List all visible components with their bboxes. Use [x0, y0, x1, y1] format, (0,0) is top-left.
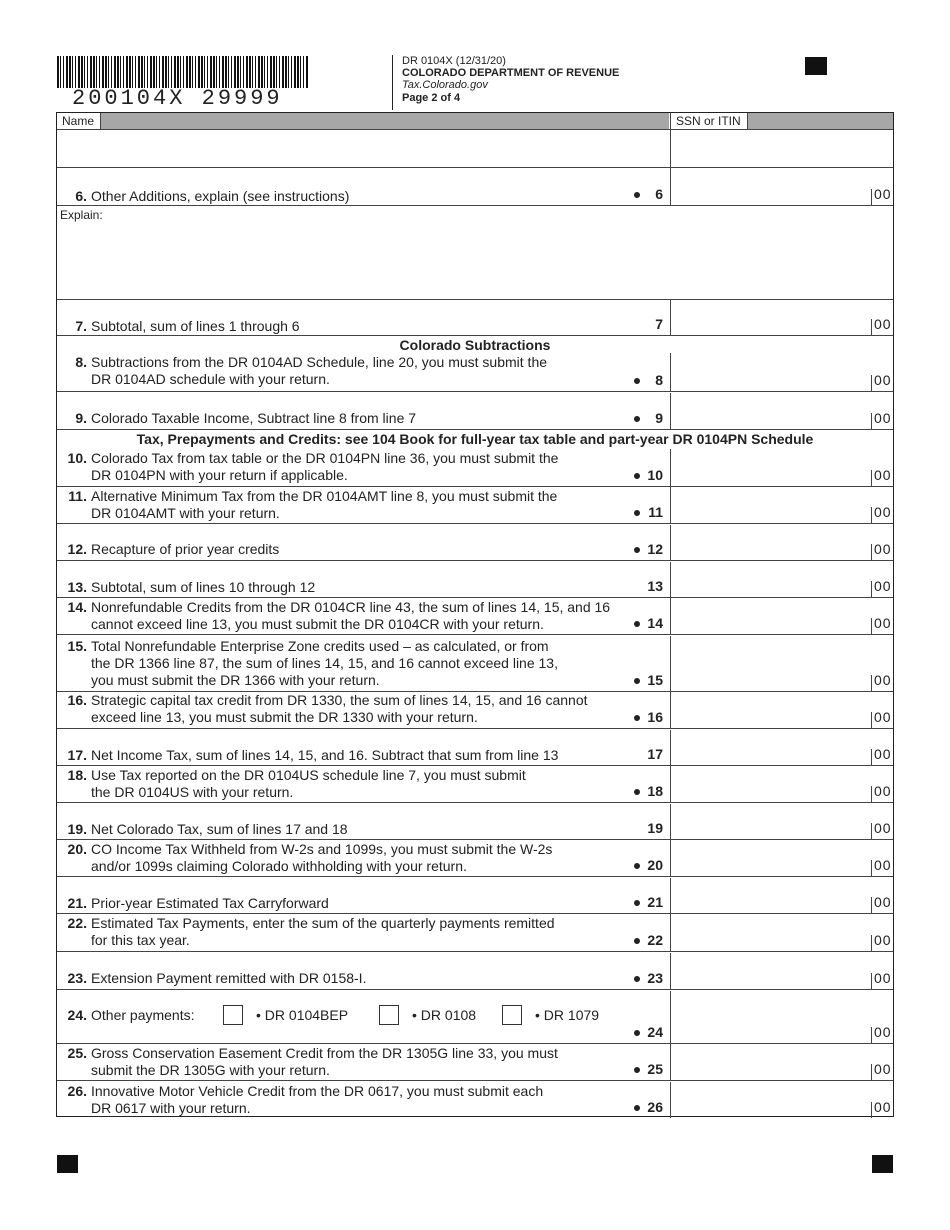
line-19-box-label: 19 [647, 820, 663, 836]
line-26-cents: 00 [874, 1099, 892, 1115]
explain-label: Explain: [60, 208, 103, 222]
line-8-text1: Subtractions from the DR 0104AD Schedule, line 20, you must submit the [91, 354, 548, 370]
line-18-box-label: 18 [647, 783, 663, 799]
section-tax-prepayments: Tax, Prepayments and Credits: see 104 Book for full-year tax table and part-year DR 0104PN Schedule [136, 431, 814, 447]
line-19-amount-input[interactable] [671, 805, 871, 839]
line-21-cents: 00 [874, 894, 892, 910]
line-20-number: 20. [67, 841, 87, 857]
line-24-text1: Other payments: [91, 1007, 195, 1023]
line-14-cents: 00 [874, 615, 892, 631]
line-11-text2: DR 0104AMT with your return. [91, 505, 280, 521]
line-23-box-label: 23 [647, 970, 663, 986]
line-6-cents: 00 [874, 186, 892, 202]
line-26-bullet-icon [634, 1105, 640, 1111]
line-14-number: 14. [67, 599, 87, 615]
line-14-amount-input[interactable] [671, 599, 871, 634]
line-15-text2: the DR 1366 line 87, the sum of lines 14, 15, and 16 cannot exceed line 13, [91, 655, 558, 671]
line-16-amount-input[interactable] [671, 692, 871, 728]
registration-mark-top [805, 57, 827, 75]
line-18-amount-input[interactable] [671, 767, 871, 802]
line-7-amount-input[interactable] [671, 300, 871, 335]
line-19-number: 19. [67, 821, 87, 837]
line-10-cents: 00 [874, 467, 892, 483]
line-12-cents: 00 [874, 541, 892, 557]
form-table [56, 112, 894, 1117]
line-8-box-label: 8 [655, 372, 663, 388]
line-25-cents: 00 [874, 1061, 892, 1077]
line-23-cents: 00 [874, 970, 892, 986]
line-21-number: 21. [67, 895, 87, 911]
line-25-text1: Gross Conservation Easement Credit from the DR 1305G line 33, you must [91, 1045, 558, 1061]
line-25-amount-input[interactable] [671, 1045, 871, 1080]
line-19-text1: Net Colorado Tax, sum of lines 17 and 18 [91, 821, 348, 837]
line-22-cents: 00 [874, 932, 892, 948]
name-label: Name [57, 113, 101, 129]
line-15-bullet-icon [634, 678, 640, 684]
line-8-number: 8. [75, 354, 87, 370]
line-14-box-label: 14 [647, 615, 663, 631]
line-25-bullet-icon [634, 1067, 640, 1073]
line-11-text1: Alternative Minimum Tax from the DR 0104AMT line 8, you must submit the [91, 488, 558, 504]
line-7-box-label: 7 [655, 316, 663, 332]
page-number: Page 2 of 4 [402, 92, 461, 104]
line-13-text1: Subtotal, sum of lines 10 through 12 [91, 579, 316, 595]
line-25-box-label: 25 [647, 1061, 663, 1077]
section-subtractions: Colorado Subtractions [399, 337, 551, 353]
line-7-cents: 00 [874, 316, 892, 332]
line-18-cents: 00 [874, 783, 892, 799]
other-payment-dr0108: • DR 0108 [412, 1007, 477, 1023]
name-header-bar [57, 113, 669, 129]
line-17-box-label: 17 [647, 746, 663, 762]
explain-input[interactable] [57, 223, 893, 299]
line-26-text1: Innovative Motor Vehicle Credit from the DR 0617, you must submit each [91, 1083, 544, 1099]
line-8-amount-input[interactable] [671, 354, 871, 391]
line-13-cents: 00 [874, 578, 892, 594]
line-13-number: 13. [67, 579, 87, 595]
line-22-number: 22. [67, 915, 87, 931]
line-21-box-label: 21 [647, 894, 663, 910]
line-12-text1: Recapture of prior year credits [91, 541, 280, 557]
line-17-number: 17. [67, 747, 87, 763]
line-9-cents: 00 [874, 410, 892, 426]
line-20-amount-input[interactable] [671, 841, 871, 876]
line-16-text2: exceed line 13, you must submit the DR 1330 with your return. [91, 709, 478, 725]
line-11-cents: 00 [874, 504, 892, 520]
line-16-number: 16. [67, 692, 87, 708]
line-20-text2: and/or 1099s claiming Colorado withholding with your return. [91, 858, 467, 874]
line-15-cents: 00 [874, 672, 892, 688]
line-26-box-label: 26 [647, 1099, 663, 1115]
line-18-text2: the DR 0104US with your return. [91, 784, 294, 800]
line-8-bullet-icon [634, 378, 640, 384]
line-10-bullet-icon [634, 473, 640, 479]
line-23-number: 23. [67, 970, 87, 986]
line-12-amount-input[interactable] [671, 526, 871, 560]
line-10-text1: Colorado Tax from tax table or the DR 0104PN line 36, you must submit the [91, 450, 559, 466]
registration-mark-bottom-left [57, 1155, 78, 1173]
line-11-amount-input[interactable] [671, 488, 871, 523]
line-12-number: 12. [67, 541, 87, 557]
line-9-amount-input[interactable] [671, 394, 871, 429]
line-26-amount-input[interactable] [671, 1083, 871, 1118]
line-9-box-label: 9 [655, 410, 663, 426]
line-15-text3: you must submit the DR 1366 with your return. [91, 672, 380, 688]
line-24-cents: 00 [874, 1024, 892, 1040]
line-17-amount-input[interactable] [671, 731, 871, 765]
line-23-amount-input[interactable] [671, 954, 871, 989]
line-7-text1: Subtotal, sum of lines 1 through 6 [91, 318, 300, 334]
line-14-text2: cannot exceed line 13, you must submit the DR 0104CR with your return. [91, 616, 544, 632]
line-25-number: 25. [67, 1045, 87, 1061]
line-24-number: 24. [67, 1007, 87, 1023]
line-9-bullet-icon [634, 416, 640, 422]
line-22-box-label: 22 [647, 932, 663, 948]
line-17-text1: Net Income Tax, sum of lines 14, 15, and 16. Subtract that sum from line 13 [91, 747, 559, 763]
ssn-label: SSN or ITIN [670, 113, 748, 129]
line-22-bullet-icon [634, 938, 640, 944]
line-9-number: 9. [75, 410, 87, 426]
line-6-box-label: 6 [655, 186, 663, 202]
other-payment-dr1079: • DR 1079 [535, 1007, 600, 1023]
line-24-bullet-icon [634, 1030, 640, 1036]
line-24-box-label: 24 [647, 1024, 663, 1040]
line-19-cents: 00 [874, 820, 892, 836]
line-26-text2: DR 0617 with your return. [91, 1100, 251, 1116]
name-input[interactable] [57, 130, 669, 167]
line-18-text1: Use Tax reported on the DR 0104US schedule line 7, you must submit [91, 767, 526, 783]
ssn-header-bar [748, 113, 893, 129]
line-12-bullet-icon [634, 547, 640, 553]
line-15-box-label: 15 [647, 672, 663, 688]
line-11-number: 11. [68, 488, 87, 504]
line-20-box-label: 20 [647, 857, 663, 873]
line-21-bullet-icon [634, 900, 640, 906]
line-20-bullet-icon [634, 863, 640, 869]
line-6-amount-input[interactable] [671, 168, 871, 205]
line-15-amount-input[interactable] [671, 637, 871, 691]
barcode [57, 56, 309, 88]
line-11-bullet-icon [634, 510, 640, 516]
line-20-cents: 00 [874, 857, 892, 873]
line-21-amount-input[interactable] [671, 879, 871, 913]
line-16-box-label: 16 [647, 709, 663, 725]
line-11-box-label: 11 [648, 504, 663, 520]
line-24-amount-input[interactable] [671, 992, 871, 1043]
line-23-text1: Extension Payment remitted with DR 0158-I. [91, 970, 367, 986]
line-9-text1: Colorado Taxable Income, Subtract line 8 from line 7 [91, 410, 417, 426]
line-25-text2: submit the DR 1305G with your return. [91, 1062, 330, 1078]
line-8-text2: DR 0104AD schedule with your return. [91, 371, 330, 387]
line-16-bullet-icon [634, 715, 640, 721]
checkbox-dr0108[interactable] [379, 1005, 399, 1025]
other-payment-dr0104bep: • DR 0104BEP [256, 1007, 349, 1023]
line-20-text1: CO Income Tax Withheld from W-2s and 1099s, you must submit the W-2s [91, 841, 553, 857]
line-22-text1: Estimated Tax Payments, enter the sum of the quarterly payments remitted [91, 915, 555, 931]
checkbox-dr1079[interactable] [502, 1005, 522, 1025]
department-name: COLORADO DEPARTMENT OF REVENUE [402, 67, 620, 79]
barcode-number: 200104X 29999 [72, 86, 283, 111]
line-10-amount-input[interactable] [671, 450, 871, 486]
form-id: DR 0104X (12/31/20) [402, 55, 506, 67]
checkbox-dr0104bep[interactable] [223, 1005, 243, 1025]
line-23-bullet-icon [634, 976, 640, 982]
line-26-number: 26. [67, 1083, 87, 1099]
line-15-number: 15. [67, 638, 87, 654]
line-22-amount-input[interactable] [671, 915, 871, 951]
line-10-number: 10. [67, 450, 87, 466]
header-divider [392, 55, 393, 110]
line-14-bullet-icon [634, 621, 640, 627]
website: Tax.Colorado.gov [402, 79, 488, 91]
line-18-bullet-icon [634, 789, 640, 795]
line-6-bullet-icon [634, 192, 640, 198]
line-22-text2: for this tax year. [91, 932, 190, 948]
line-6-number: 6. [75, 188, 87, 204]
line-17-cents: 00 [874, 746, 892, 762]
registration-mark-bottom-right [872, 1155, 893, 1173]
line-12-box-label: 12 [647, 541, 663, 557]
line-10-text2: DR 0104PN with your return if applicable. [91, 467, 348, 483]
line-13-amount-input[interactable] [671, 563, 871, 597]
line-15-text1: Total Nonrefundable Enterprise Zone credits used – as calculated, or from [91, 638, 549, 654]
line-18-number: 18. [67, 767, 87, 783]
line-8-cents: 00 [874, 372, 892, 388]
line-6-text1: Other Additions, explain (see instructions) [91, 188, 350, 204]
line-14-text1: Nonrefundable Credits from the DR 0104CR line 43, the sum of lines 14, 15, and 16 [91, 599, 611, 615]
line-7-number: 7. [75, 318, 87, 334]
line-10-box-label: 10 [647, 467, 663, 483]
line-16-text1: Strategic capital tax credit from DR 1330, the sum of lines 14, 15, and 16 cannot [91, 692, 588, 708]
line-16-cents: 00 [874, 709, 892, 725]
line-13-box-label: 13 [647, 578, 663, 594]
line-21-text1: Prior-year Estimated Tax Carryforward [91, 895, 329, 911]
ssn-input[interactable] [671, 130, 893, 167]
